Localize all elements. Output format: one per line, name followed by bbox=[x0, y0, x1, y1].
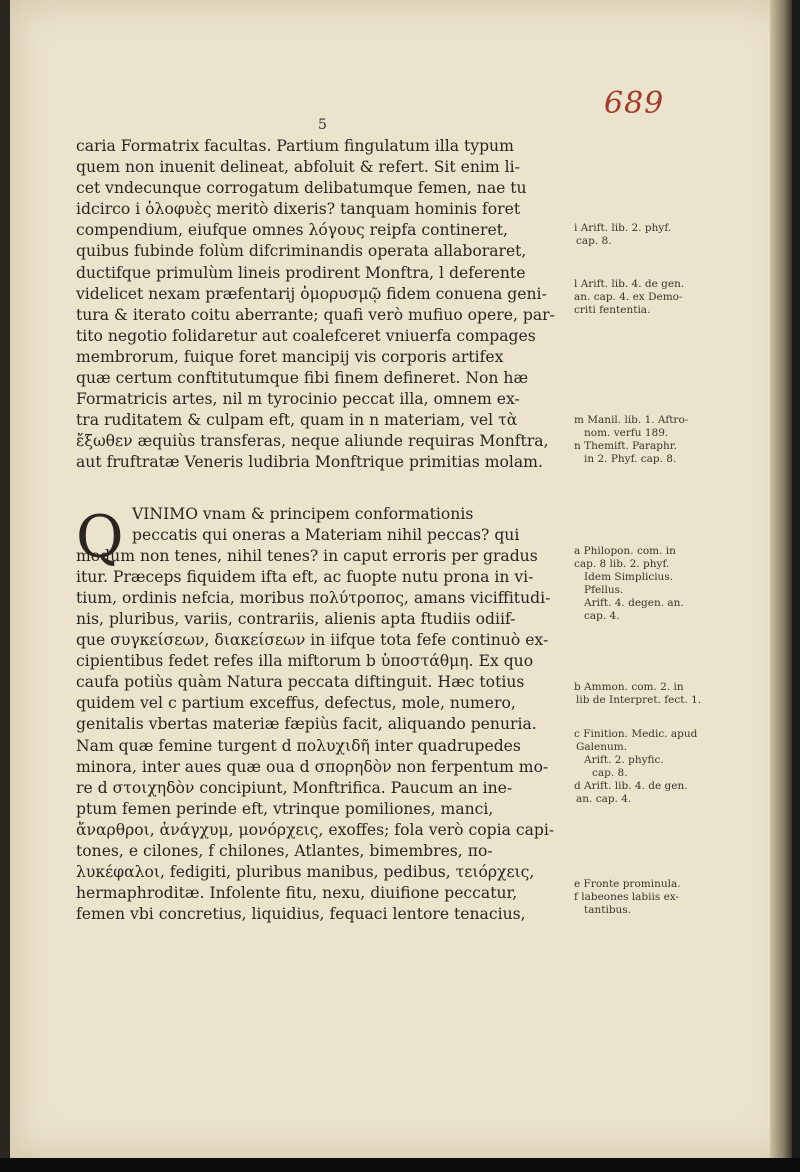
text-line: re d στοιχηδὸν concipiunt, Monftrifica. Paucum an ine- bbox=[76, 778, 513, 797]
margin-line: f labeones labiis ex- bbox=[574, 891, 680, 903]
text-line: cet vndecunque corrogatum delibatumque femen, nae tu bbox=[76, 179, 527, 198]
marginal-note bbox=[574, 545, 714, 623]
margin-line: l Arift. lib. 4. de gen. bbox=[574, 278, 685, 290]
text-line: tones, e cilones, f chilones, Atlantes, bimembres, πο- bbox=[76, 842, 493, 860]
text-line: minora, inter aues quæ oua d σπορηδὸν non ferpentum mo- bbox=[76, 757, 549, 776]
text-line: compendium, eiufque omnes λόγους reipfa contineret, bbox=[76, 221, 508, 240]
text-line: caufa potiùs quàm Natura peccata diftinguit. Hæc totius bbox=[76, 673, 525, 692]
text-line: VINIMO vnam & principem conformationis bbox=[132, 504, 474, 523]
margin-line: cap. 8. bbox=[592, 767, 628, 779]
margin-line: d Arift. lib. 4. de gen. bbox=[574, 780, 688, 792]
margin-line: n Themift. Paraphr. bbox=[574, 440, 677, 452]
text-line: quidem vel c partium exceffus, defectus, mole, numero, bbox=[76, 694, 516, 713]
text-line: quibus fubinde folùm difcriminandis operata allaboraret, bbox=[76, 242, 527, 261]
margin-line: Arift. 2. phyfic. bbox=[584, 754, 664, 766]
text-line: femen vbi concretius, liquidius, fequaci lentore tenacius, bbox=[76, 905, 526, 924]
margin-line: criti fententia. bbox=[574, 304, 651, 316]
marginal-note bbox=[574, 278, 714, 317]
text-line: quem non inuenit delineat, abfoluit & refert. Sit enim li- bbox=[76, 158, 520, 177]
margin-line: e Fronte prominula. bbox=[574, 878, 681, 890]
text-line: ptum femen perinde eft, vtrinque pomiliones, manci, bbox=[76, 799, 494, 818]
signature-mark: 5 bbox=[318, 117, 327, 133]
marginal-note bbox=[574, 878, 714, 917]
text-line: hermaphroditæ. Infolente fitu, nexu, diuifione peccatur, bbox=[76, 884, 518, 903]
margin-line: an. cap. 4. bbox=[576, 793, 632, 805]
text-line: tito negotio folidaretur aut coalefceret vniuerfa compages bbox=[76, 326, 536, 345]
margin-line: an. cap. 4. ex Demo- bbox=[574, 291, 683, 303]
book-left-edge bbox=[0, 0, 10, 1158]
text-line: ἄναρθροι, ἀνάγχυμ, μονόρχεις, exoffes; fola verò copia capi- bbox=[76, 820, 555, 839]
margin-line: cap. 4. bbox=[584, 610, 620, 622]
text-line: nis, pluribus, variis, contrariis, alienis apta ftudiis odiif- bbox=[76, 609, 516, 628]
text-line: idcirco i ὁλοφυὲς meritò dixeris? tanquam hominis foret bbox=[76, 200, 521, 219]
text-line: tura & iterato coitu aberrante; quafi verò mufiuo opere, par- bbox=[76, 305, 555, 324]
margin-line: Arift. 4. degen. an. bbox=[584, 597, 684, 609]
margin-line: Idem Simplicius. bbox=[584, 571, 674, 583]
margin-line: cap. 8. bbox=[576, 235, 612, 247]
text-line: ἔξωθεν æquiùs transferas, neque aliunde requiras Monftra, bbox=[76, 432, 549, 451]
text-line: peccatis qui oneras a Materiam nihil peccas? qui bbox=[132, 525, 520, 544]
text-line: caria Formatrix facultas. Partium fingulatum illa typum bbox=[76, 137, 514, 155]
text-line: cipientibus fedet refes illa miftorum b ὑποστάθμη. Ex quo bbox=[76, 652, 534, 671]
margin-line: cap. 8 lib. 2. phyf. bbox=[574, 558, 670, 570]
text-line: tium, ordinis nefcia, moribus πολύτροπος, amans viciffitudi- bbox=[76, 588, 551, 607]
paragraph-2 bbox=[76, 504, 566, 926]
main-text-column bbox=[76, 136, 566, 925]
text-line: aut fruftratæ Veneris ludibria Monftrique primitias molam. bbox=[76, 453, 543, 472]
marginal-note bbox=[574, 728, 714, 806]
marginal-note bbox=[574, 414, 714, 466]
text-line: Nam quæ femine turgent d πολυχιδῆ inter quadrupedes bbox=[76, 736, 521, 755]
margin-line: i Arift. lib. 2. phyf. bbox=[574, 222, 672, 234]
text-line: modum non tenes, nihil tenes? in caput erroris per gradus bbox=[76, 546, 538, 565]
marginal-note bbox=[574, 681, 714, 707]
margin-line: m Manil. lib. 1. Aftro- bbox=[574, 414, 689, 426]
text-line: videlicet nexam præfentarij ὁμορυσμῷ fidem conuena geni- bbox=[76, 284, 547, 303]
text-line: tra ruditatem & culpam eft, quam in n materiam, vel τὰ bbox=[76, 411, 518, 430]
margin-line: Galenum. bbox=[576, 741, 628, 753]
margin-line: nom. verfu 189. bbox=[584, 427, 669, 439]
margin-line: c Finition. Medic. apud bbox=[574, 728, 698, 740]
paragraph-1 bbox=[76, 136, 566, 474]
margin-line: a Philopon. com. in bbox=[574, 545, 676, 557]
text-line: membrorum, fuique foret mancipij vis corporis artifex bbox=[76, 347, 504, 366]
margin-line: in 2. Phyf. cap. 8. bbox=[584, 453, 677, 465]
text-line: que συγκείσεων, διακείσεων in iifque tota fefe continuò ex- bbox=[76, 631, 549, 650]
marginal-note bbox=[574, 222, 714, 248]
text-line: Formatricis artes, nil m tyrocinio peccat illa, omnem ex- bbox=[76, 390, 520, 409]
margin-line: lib de Interpret. fect. 1. bbox=[576, 694, 702, 706]
text-line: itur. Præceps fiquidem ifta eft, ac fuopte nutu prona in vi- bbox=[76, 567, 534, 586]
drop-capital: Q bbox=[76, 503, 124, 571]
text-line: ductifque primulùm lineis prodirent Monftra, l deferente bbox=[76, 263, 526, 282]
margin-line: Pfellus. bbox=[584, 584, 624, 596]
folio-number: 689 bbox=[604, 86, 665, 121]
margin-line: b Ammon. com. 2. in bbox=[574, 681, 684, 693]
scan-bottom-edge bbox=[0, 1158, 800, 1172]
text-line: genitalis vbertas materiæ fæpiùs facit, aliquando penuria. bbox=[76, 715, 537, 734]
book-binding bbox=[770, 0, 792, 1158]
text-line: λυκέφαλοι, fedigiti, pluribus manibus, pedibus, τειόρχεις, bbox=[76, 863, 535, 882]
margin-line: tantibus. bbox=[584, 904, 632, 916]
text-line: quæ certum conftitutumque fibi finem defineret. Non hæ bbox=[76, 369, 529, 388]
